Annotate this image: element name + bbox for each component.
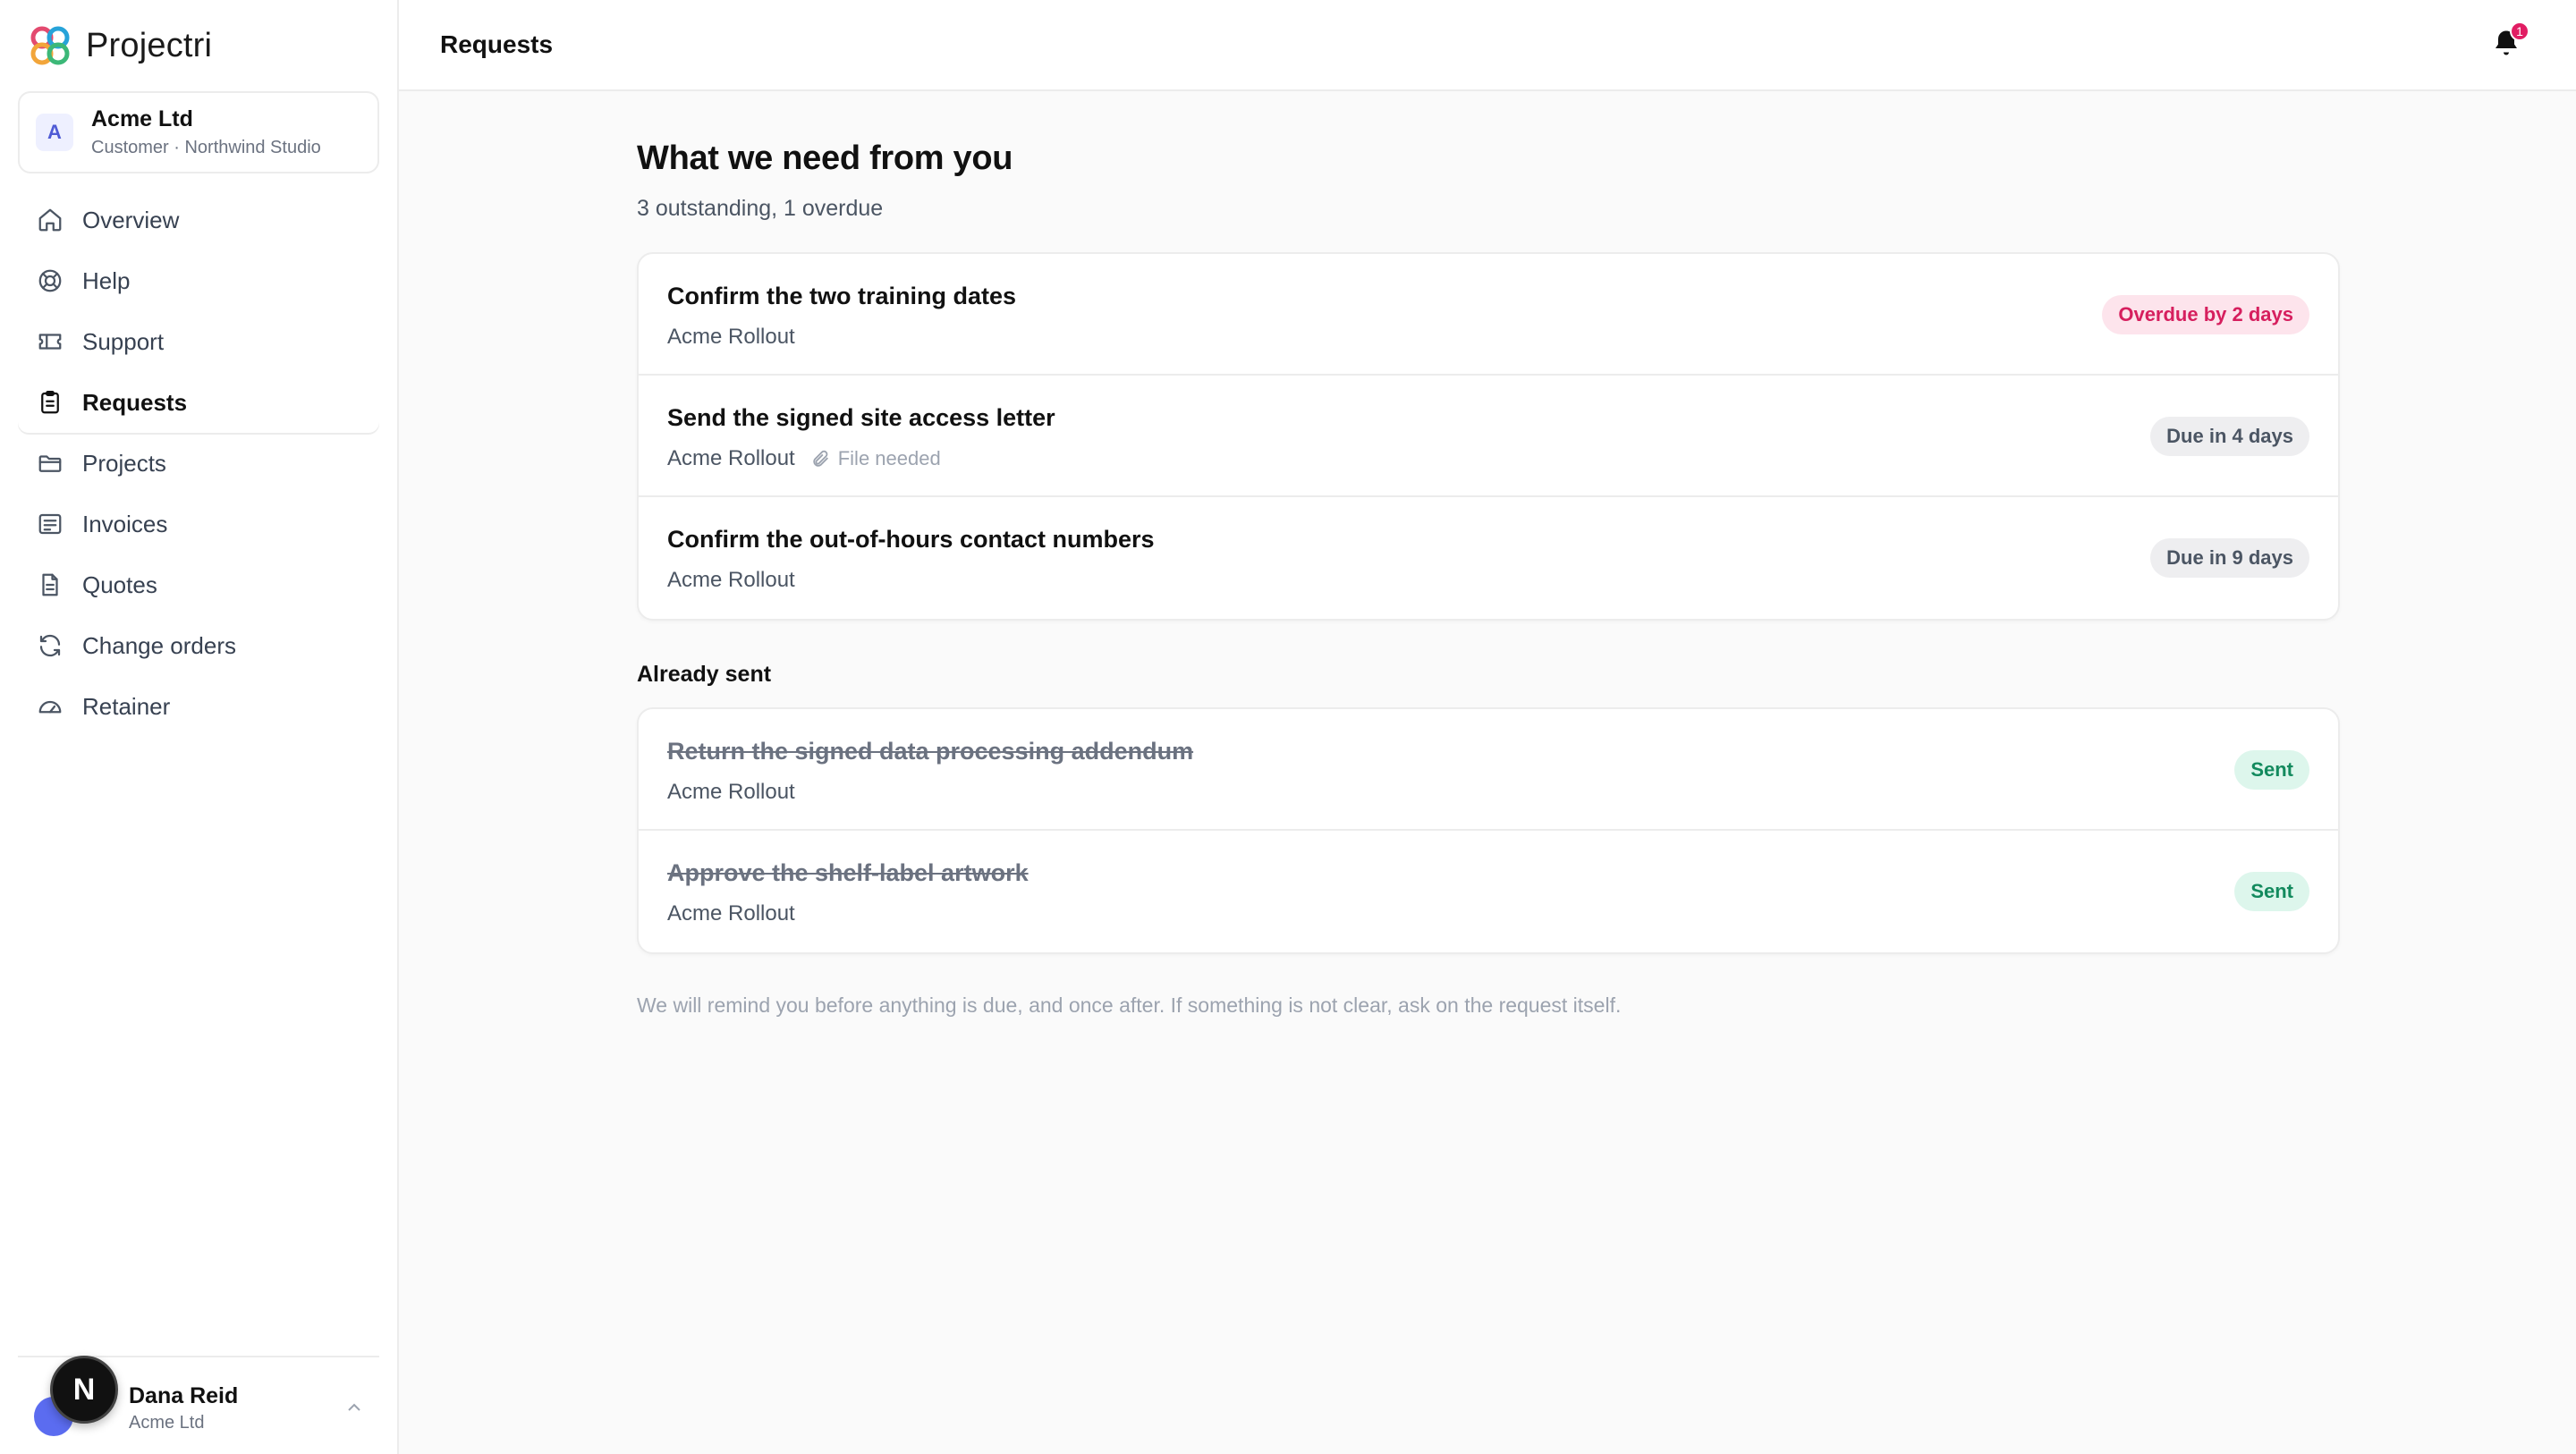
sidebar-item-quotes[interactable] [18,554,379,615]
org-name: Acme Ltd [91,106,193,131]
file-needed-label: File needed [837,447,941,469]
avatar [34,1370,106,1441]
outstanding-summary: 3 outstanding, 1 overdue [637,196,884,221]
request-row[interactable] [639,254,2338,376]
request-project: Acme Rollout [667,780,795,804]
sidebar-item-label: Support [82,327,165,355]
request-project: Acme Rollout [667,325,795,349]
status-badge: Sent [2234,872,2309,911]
sidebar-item-label: Overview [82,206,180,233]
sidebar-item-label: Projects [82,449,166,477]
sent-requests-list [637,707,2340,954]
status-badge: Due in 4 days [2150,417,2309,456]
request-project: Acme Rollout [667,901,795,926]
request-project: Acme Rollout [667,446,795,470]
n-badge[interactable]: N [50,1356,118,1424]
outstanding-requests-list [637,252,2340,621]
org-switcher[interactable] [18,91,379,173]
folder-icon [36,449,64,478]
sidebar-item-invoices[interactable] [18,494,379,554]
org-subtitle: Customer · Northwind Studio [91,138,321,157]
user-org: Acme Ltd [129,1413,205,1433]
user-name: Dana Reid [129,1383,239,1408]
section-heading: What we need from you [637,139,1013,177]
sidebar [0,0,399,1454]
sidebar-item-label: Retainer [82,692,171,720]
requests-content [637,91,2340,1018]
sidebar-item-support[interactable] [18,311,379,372]
document-icon [36,571,64,599]
request-row[interactable] [639,831,2338,952]
org-avatar: A [36,114,73,151]
user-menu[interactable] [18,1356,379,1454]
notifications-button[interactable] [2490,24,2526,63]
sidebar-item-label: Invoices [82,510,168,537]
projectri-logo-icon [27,22,73,69]
sidebar-item-change-orders[interactable] [18,615,379,676]
status-badge: Due in 9 days [2150,538,2309,578]
paperclip-icon [811,449,831,469]
request-title: Send the signed site access letter [667,404,1055,431]
sidebar-item-retainer[interactable] [18,676,379,737]
status-badge: Overdue by 2 days [2102,295,2309,334]
sidebar-item-projects[interactable] [18,433,379,494]
gauge-icon [36,692,64,721]
chevron-up-icon[interactable] [343,1397,365,1418]
request-title: Return the signed data processing addendum [667,738,1194,765]
request-row[interactable] [639,709,2338,831]
sidebar-item-requests[interactable] [18,372,379,433]
sidebar-item-label: Quotes [82,571,157,598]
request-title: Approve the shelf-label artwork [667,859,1029,886]
file-needed-note [811,447,941,470]
notification-count-badge: 1 [2510,21,2529,41]
page-title: Requests [440,30,554,58]
request-row[interactable] [639,376,2338,497]
sidebar-item-overview[interactable] [18,190,379,250]
request-title: Confirm the two training dates [667,283,1017,309]
lifebuoy-icon [36,266,64,295]
brand[interactable] [0,0,397,91]
clipboard-icon [36,388,64,417]
sidebar-nav [0,190,397,737]
ticket-icon [36,327,64,356]
status-badge: Sent [2234,750,2309,790]
home-icon [36,206,64,234]
topbar [399,0,2576,91]
refresh-icon [36,631,64,660]
sidebar-item-label: Requests [82,388,188,416]
reminder-footnote: We will remind you before anything is due, and once after. If something is not clear, ask on the request itself. [637,993,1622,1017]
request-project: Acme Rollout [667,568,795,592]
sidebar-item-label: Change orders [82,631,236,659]
receipt-icon [36,510,64,538]
brand-name: Projectri [86,26,213,64]
main [399,0,2576,1454]
already-sent-heading: Already sent [637,662,772,687]
sidebar-item-help[interactable] [18,250,379,311]
sidebar-item-label: Help [82,266,131,294]
request-title: Confirm the out-of-hours contact numbers [667,526,1155,553]
request-row[interactable] [639,497,2338,619]
